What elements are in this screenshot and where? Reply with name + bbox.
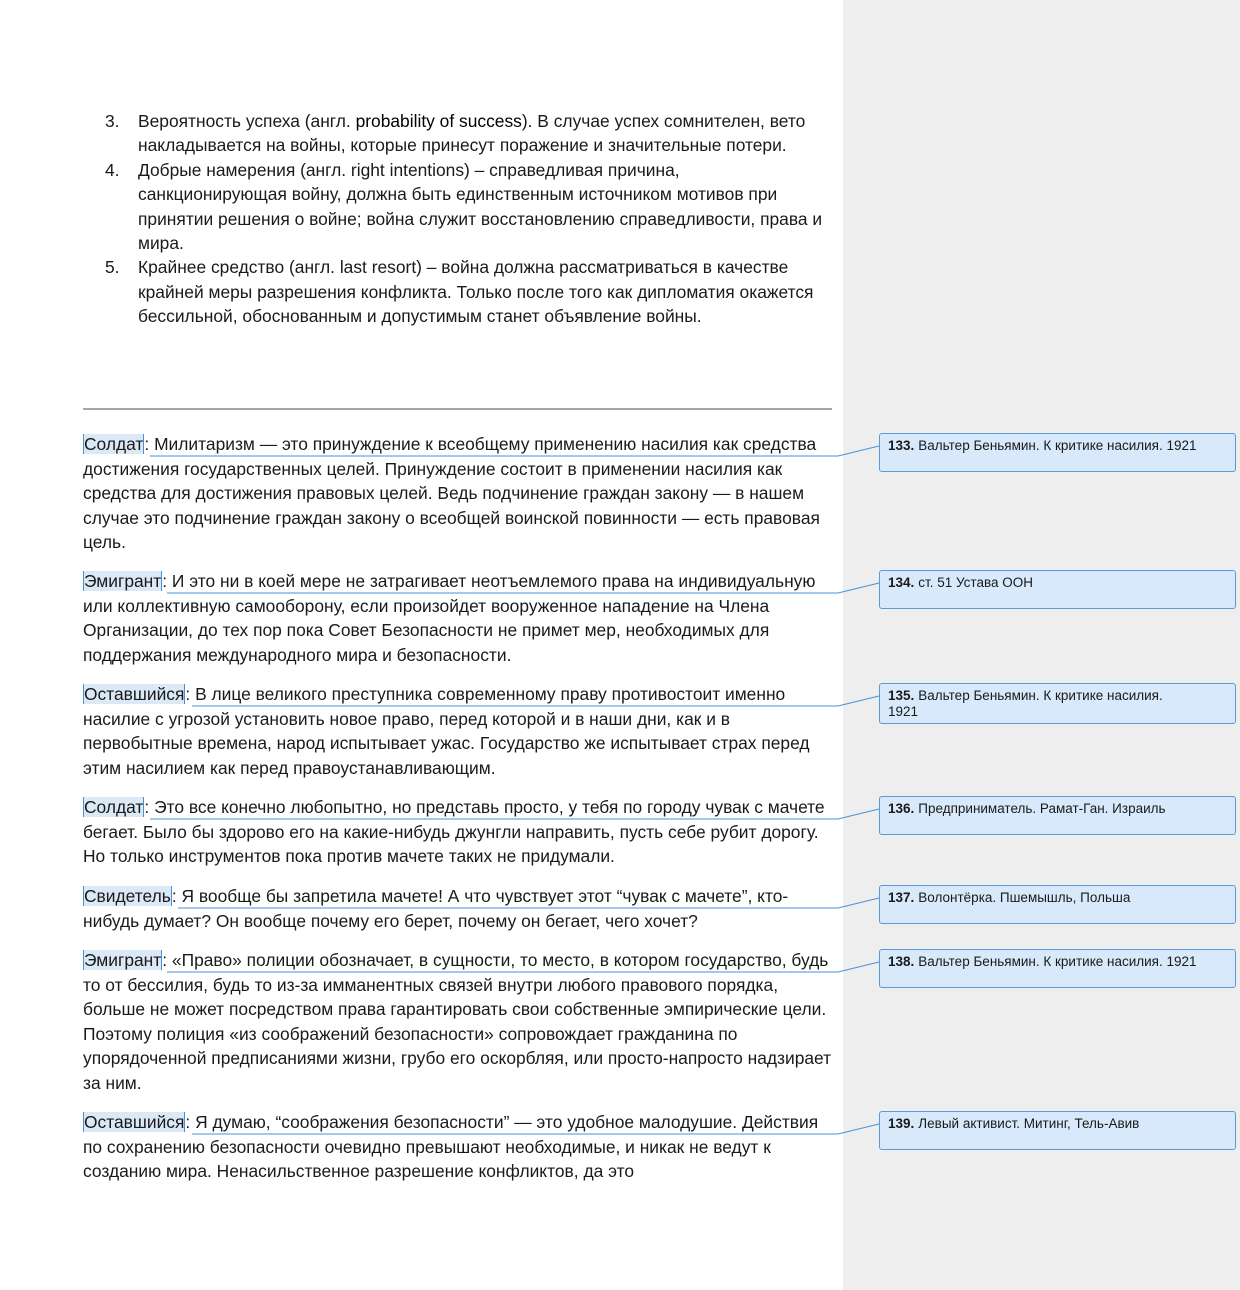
speaker-label[interactable]: Солдат [84,434,144,454]
dialogue-paragraph [83,948,833,1095]
list-number: 4. [105,159,120,180]
section-divider [83,408,832,410]
speaker-label[interactable]: Солдат [84,797,144,817]
comment-number: 137. [888,890,915,905]
list-text: Крайнее средство (англ. last resort) – война должна рассматриваться в качестве крайней меры разрешения конфликта. Только после того как дипломатия окажется бессильной, обоснованным и допустимым станет объявление войны. [138,257,814,327]
list-item [105,255,830,328]
dialogue-paragraph [83,682,833,780]
speaker-label[interactable]: Оставшийся [84,684,185,704]
list-text-tail: ). В случае успех сомнителен, вето накладывается на войны, которые принесут поражение и значительные потери. [138,111,806,156]
comment-number: 134. [888,575,915,590]
speaker-label[interactable]: Свидетель [84,886,171,906]
dialogue-paragraph [83,569,833,667]
comment-text: Левый активист. Митинг, Тель-Авив [918,1116,1140,1131]
comment-bubble[interactable] [879,885,1236,924]
dialogue-paragraph [83,884,833,933]
list-item [105,109,830,158]
comment-bubble[interactable] [879,683,1236,724]
comment-margin [843,0,1240,1290]
list-emphasis: probability of success [355,111,522,131]
list-number: 3. [105,111,120,131]
dialogue-text: : И это ни в коей мере не затрагивает неотъемлемого права на индивидуальную или коллективную самооборону, если произойдет вооруженное нападение на Члена Организации, до тех пор пока Совет Безопасности не примет мер, необходимых для поддержания международного мира и безопасности. [83,571,816,665]
dialogue-text: : Милитаризм — это принуждение к всеобщему применению насилия как средства достижения государственных целей. Принуждение состоит в применении насилия как средства для достижения правовых целей. Ведь подчинение граждан закону — в нашем случае это подчинение граждан закону о всеобщей воинской повинности — есть правовая цель. [83,434,820,552]
comment-bubble[interactable] [879,433,1236,472]
comment-bubble[interactable] [879,949,1236,988]
comment-bubble[interactable] [879,796,1236,835]
dialogue-text: : Я думаю, “соображения безопасности” — это удобное малодушие. Действия по сохранению безопасности очевидно превышают необходимые, и никак не ведут к созданию мира. Ненасильственное разрешение конфликтов, да это [83,1112,819,1181]
dialogue-text: : Я вообще бы запретила мачете! А что чувствует этот “чувак с мачете”, кто-нибудь думает? Он вообще почему его берет, почему он бегает, чего хочет? [83,886,789,931]
speaker-label[interactable]: Эмигрант [84,950,162,970]
dialogue-text: : В лице великого преступника современному праву противостоит именно насилие с угрозой установить новое право, перед которой и в наши дни, как и в первобытные времена, народ испытывает ужас. Государство же испытывает страх перед этим насилием как перед правоустанавливающим. [83,684,810,778]
numbered-list [105,109,830,329]
comment-bubble[interactable] [879,1111,1236,1150]
dialogue-text: : «Право» полиции обозначает, в сущности, то место, в котором государство, будь то от бессилия, будь то из-за имманентных связей внутри любого правового порядка, больше не может посредством права гарантировать свои собственные эмпирические цели. Поэтому полиция «из соображений безопасности» сопровождает гражданина по упорядоченной предписаниями жизни, грубо его оскорбляя, или просто-напросто надзирает за ним. [83,950,832,1093]
comment-number: 139. [888,1116,915,1131]
list-text: Добрые намерения (англ. right intentions) – справедливая причина, санкционирующая войну, должна быть единственным источником мотивов при принятии решения о войне; война служит восстановлению справедливости, права и мира. [138,159,823,254]
comment-text: Вальтер Беньямин. К критике насилия. 1921 [918,438,1197,453]
dialogue-paragraph [83,432,833,555]
speaker-label[interactable]: Оставшийся [84,1112,185,1132]
dialogue-paragraph [83,1110,833,1184]
comment-text: Вальтер Беньямин. К критике насилия. 1921 [888,688,1163,719]
list-number: 5. [105,257,120,278]
comment-number: 136. [888,801,915,816]
comment-number: 138. [888,954,915,969]
dialogue-text: : Это все конечно любопытно, но представь просто, у тебя по городу чувак с мачете бегает. Было бы здорово его на какие-нибудь джунгли направить, пусть себе рубит дорогу. Но только инструментов пока против мачете таких не придумали. [83,797,825,866]
list-text: Вероятность успеха (англ. [138,111,356,131]
comment-text: Волонтёрка. Пшемышль, Польша [918,890,1131,905]
comment-bubble[interactable] [879,570,1236,609]
dialogue-paragraph [83,795,833,869]
list-item [105,158,830,256]
comment-text: ст. 51 Устава ООН [918,575,1033,590]
comment-number: 133. [888,438,915,453]
comment-number: 135. [888,688,915,703]
comment-text: Предприниматель. Рамат-Ган. Израиль [918,801,1166,816]
speaker-label[interactable]: Эмигрант [84,571,162,591]
comment-text: Вальтер Беньямин. К критике насилия. 1921 [918,954,1197,969]
